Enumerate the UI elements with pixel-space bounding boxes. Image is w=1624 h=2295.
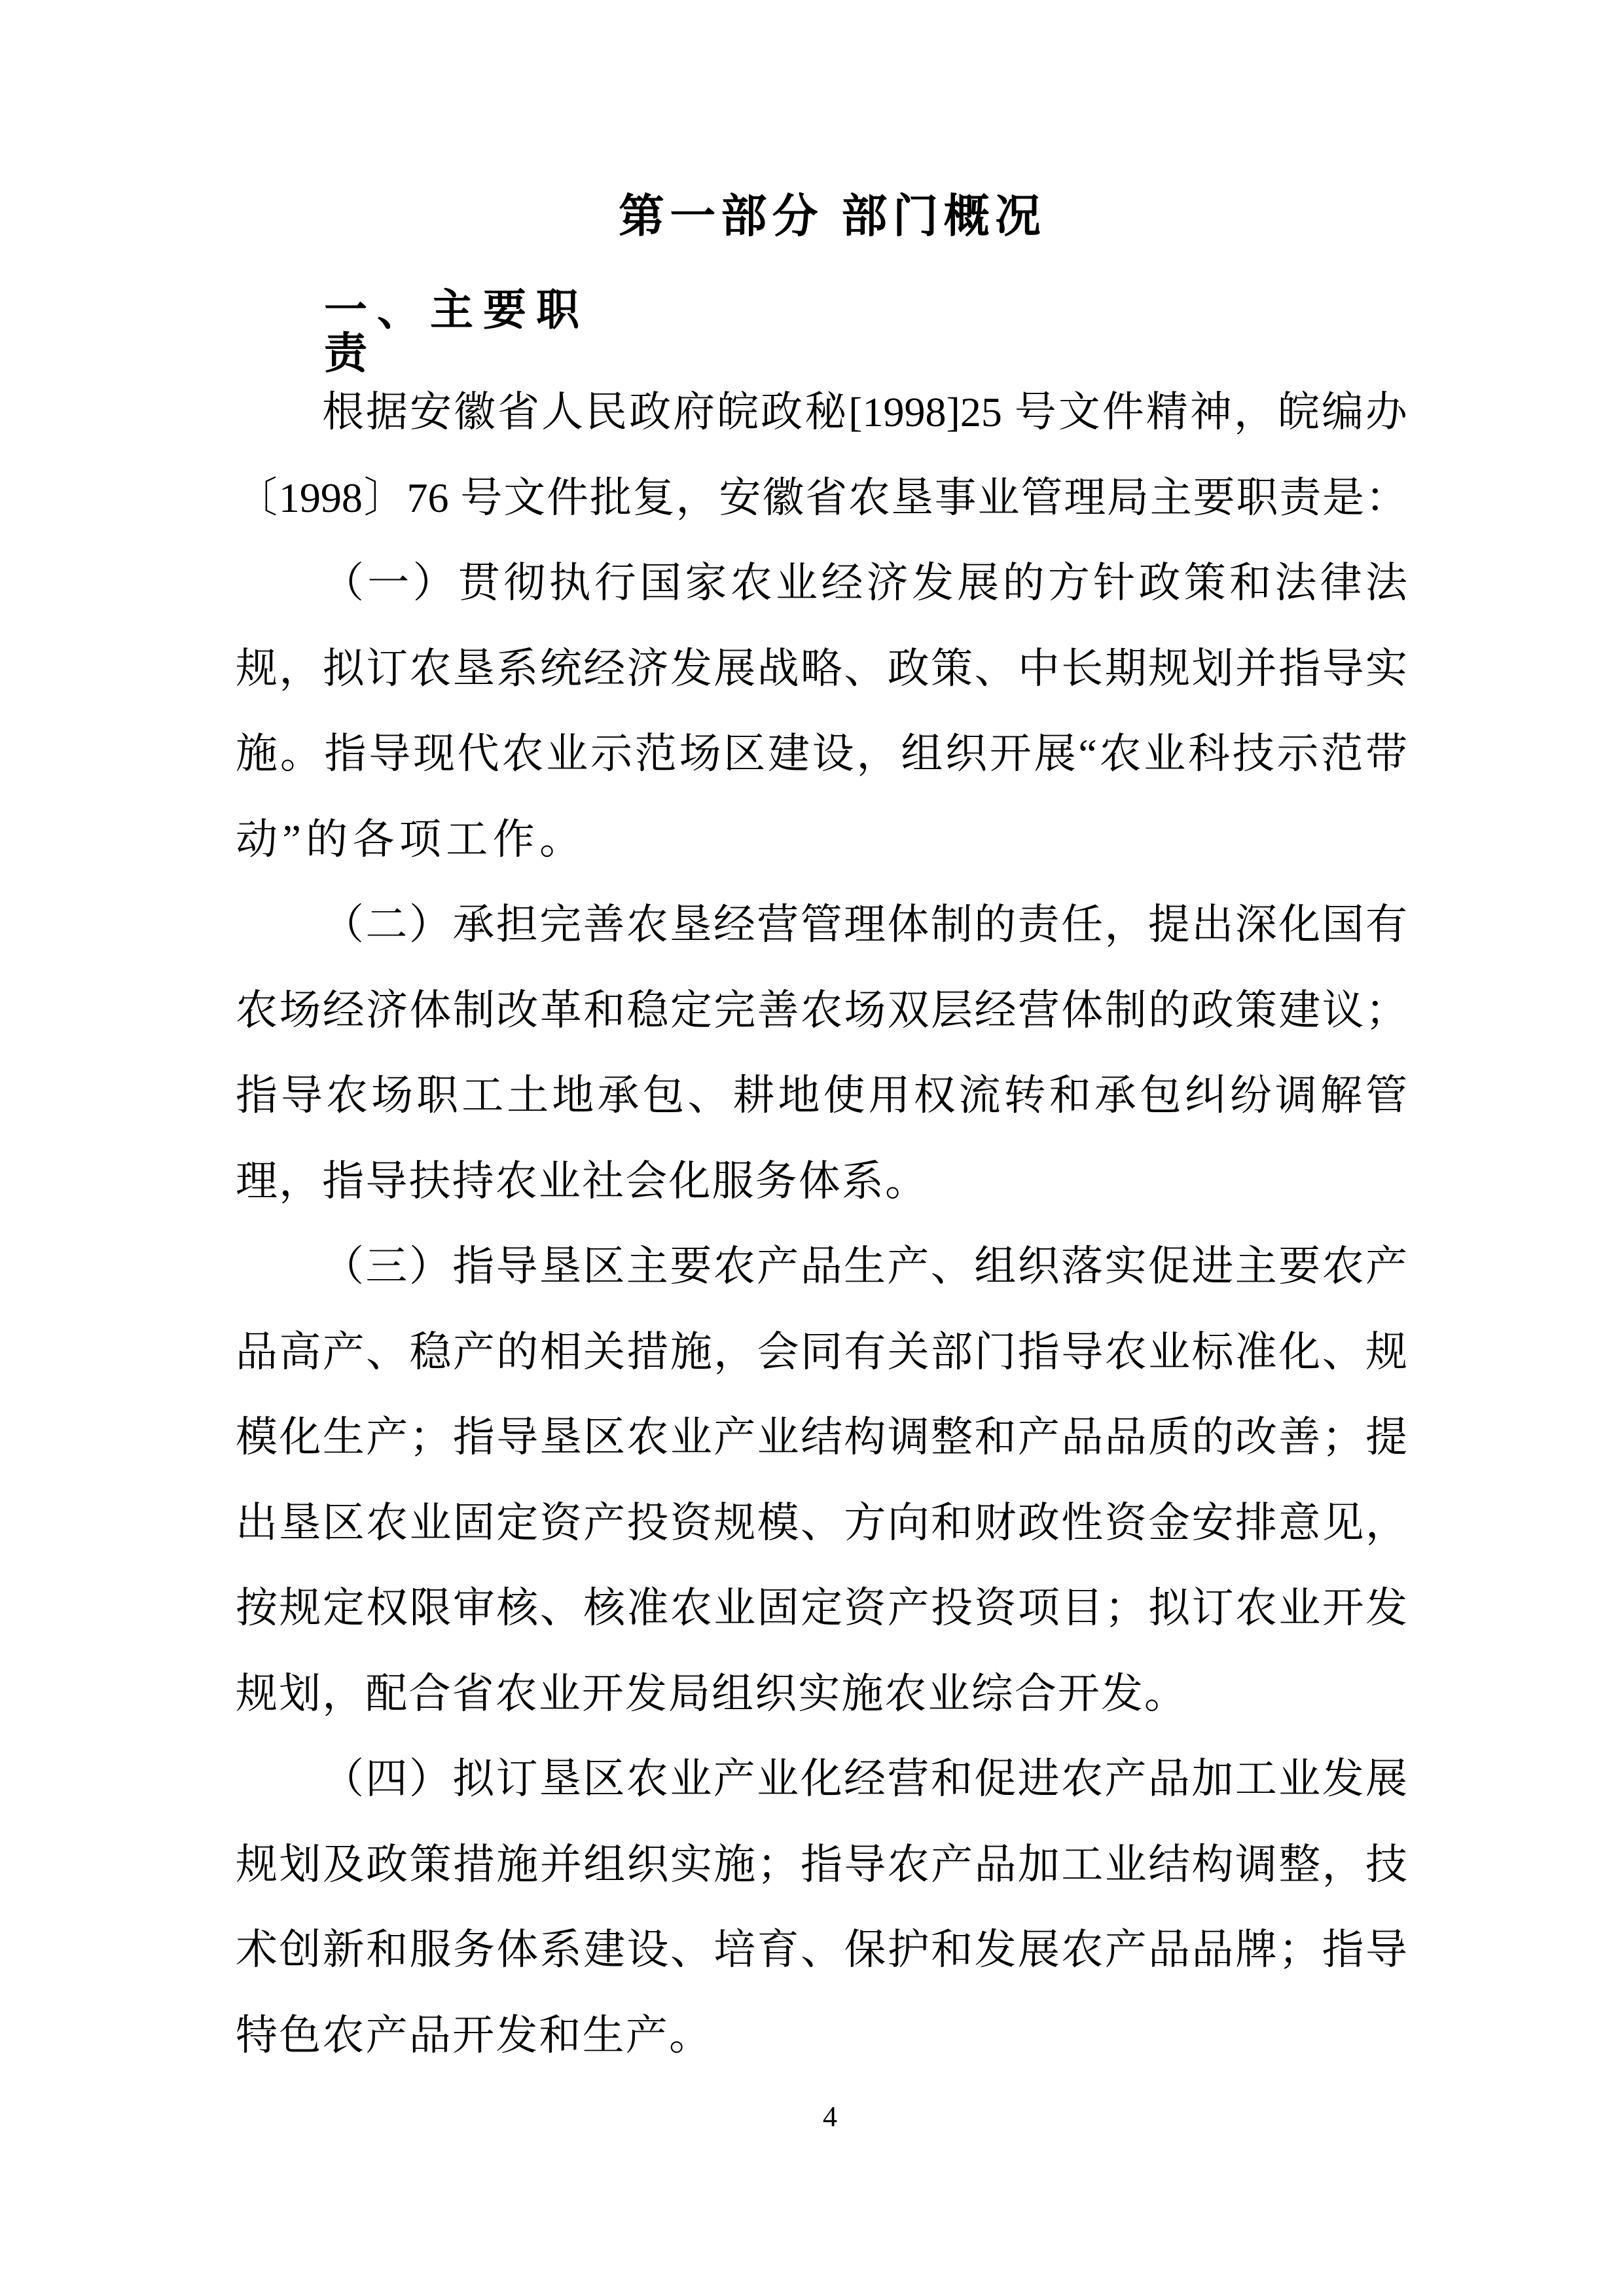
paragraph-duty-2	[236, 882, 1407, 1224]
page-title: 第一部分 部门概况	[619, 190, 1041, 242]
body-line: 规，拟订农垦系统经济发展战略、政策、中长期规划并指导实	[236, 645, 1407, 692]
paragraph-intro	[236, 370, 1407, 541]
paragraph-duty-1	[236, 541, 1407, 882]
body-line: 品高产、稳产的相关措施，会同有关部门指导农业标准化、规	[236, 1328, 1407, 1375]
body-line: （三）指导垦区主要农产品生产、组织落实促进主要农产	[322, 1243, 1407, 1290]
section-heading: 一、主要职责	[324, 285, 579, 377]
body-line: 理，指导扶持农业社会化服务体系。	[236, 1157, 927, 1204]
body-line: 规划，配合省农业开发局组织实施农业综合开发。	[236, 1670, 1186, 1717]
body-line: 农场经济体制改革和稳定完善农场双层经营体制的政策建议；	[236, 986, 1407, 1034]
body-line: （四）拟订垦区农业产业化经营和促进农产品加工业发展	[322, 1756, 1407, 1802]
paragraph-duty-4	[236, 1737, 1407, 2078]
body-line: 指导农场职工土地承包、耕地使用权流转和承包纠纷调解管	[236, 1072, 1407, 1119]
body-line: 规划及政策措施并组织实施；指导农产品加工业结构调整，技	[236, 1841, 1407, 1888]
body-line: 特色农产品开发和生产。	[236, 2012, 711, 2059]
body-line: （一）贯彻执行国家农业经济发展的方针政策和法律法	[322, 560, 1407, 606]
body-line: （二）承担完善农垦经营管理体制的责任，提出深化国有	[322, 901, 1407, 948]
body-line: 动”的各项工作。	[236, 816, 581, 863]
body-line: 〔1998〕76 号文件批复，安徽省农垦事业管理局主要职责是：	[236, 474, 1407, 521]
body-line: 模化生产；指导垦区农业产业结构调整和产品品质的改善；提	[236, 1414, 1407, 1460]
body-line: 按规定权限审核、核准农业固定资产投资项目；拟订农业开发	[236, 1585, 1407, 1631]
body-text	[236, 370, 1407, 2078]
paragraph-duty-3	[236, 1224, 1407, 1737]
page-number: 4	[823, 2101, 837, 2133]
body-line: 出垦区农业固定资产投资规模、方向和财政性资金安排意见，	[236, 1499, 1407, 1546]
body-line: 施。指导现代农业示范场区建设，组织开展“农业科技示范带	[236, 731, 1407, 777]
body-line: 术创新和服务体系建设、培育、保护和发展农产品品牌；指导	[236, 1926, 1407, 1973]
body-line: 根据安徽省人民政府皖政秘[1998]25 号文件精神，皖编办	[322, 389, 1407, 435]
